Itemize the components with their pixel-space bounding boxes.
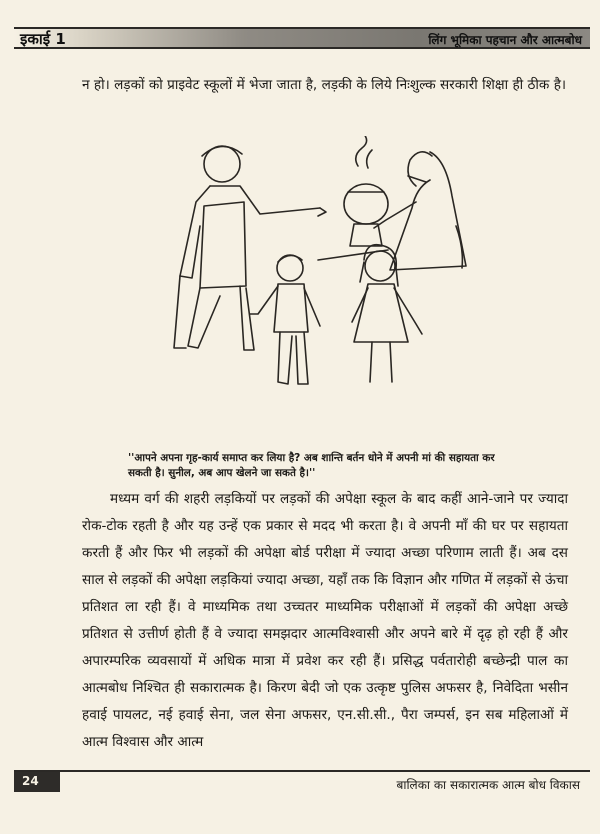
footer-title: बालिका का सकारात्मक आत्म बोध विकास [396, 778, 580, 792]
main-paragraph: मध्यम वर्ग की शहरी लड़कियों पर लड़कों की अपेक्षा स्कूल के बाद कहीं आने-जाने पर ज्यादा रोक-टोक रहती है और यह उन्हें एक प्रकार से मदद भी करता है। वे अपनी माँ की घर पर सहायता करती हैं और फिर भी लड़कों की अपेक्षा बोर्ड परीक्षा में ज्यादा अच्छा परिणाम लाती हैं। अब दस साल से लड़कों की अपेक्षा लड़कियां ज्यादा अच्छा, यहाँ तक कि विज्ञान और गणित में लड़कों से ऊंचा प्रतिशत ला रही हैं। वे माध्यमिक तथा उच्चतर माध्यमिक परीक्षाओं में लड़कों की अपेक्षा अच्छे प्रतिशत से उत्तीर्ण होती हैं वे ज्यादा समझदार आत्मविश्वासी और अपने बारे में दृढ़ हो रही हैं और अपारम्परिक व्यवसायों में अधिक मात्रा में प्रवेश कर रही हैं। प्रसिद्ध पर्वतारोही बच्छेन्द्री पाल का आत्मबोध निश्चित ही सकारात्मक है। किरण बेदी जो एक उत्कृष्ट पुलिस अफसर है, निवेदिता भसीन हवाई पायलट, नई हवाई सेना, जल सेना अफसर, एन.सी.सी., पैरा जम्पर्स, इन सब महिलाओं में आत्म विश्वास और आत्म [82, 491, 568, 750]
page-number: 24 [22, 774, 39, 788]
chapter-title: लिंग भूमिका पहचान और आत्मबोध [428, 33, 582, 47]
family-illustration [140, 136, 470, 398]
girl-head [365, 251, 395, 281]
intro-paragraph: न हो। लड़कों को प्राइवेट स्कूलों में भेजा जाता है, लड़की के लिये निःशुल्क सरकारी शिक्षा ही ठीक है। [82, 77, 567, 93]
footer-rule [14, 770, 590, 772]
figure-caption: ''आपने अपना गृह-कार्य समाप्त कर लिया है? अब शान्ति बर्तन धोने में अपनी मां की सहायता कर सकती है। सुनील, अब आप खेलने जा सकते है।'' [128, 452, 495, 479]
chapter-label: इकाई 1 [20, 30, 66, 48]
cooking-pot [344, 184, 388, 224]
